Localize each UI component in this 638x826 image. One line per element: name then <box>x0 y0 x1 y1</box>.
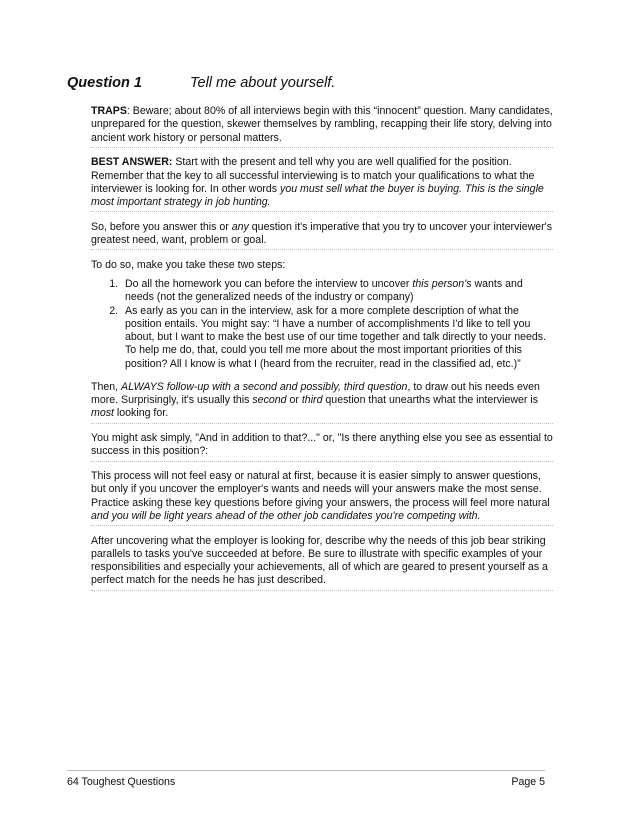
step2-text: As early as you can in the interview, ask for a more complete description of what the position entails. You might say: “I have a number of accomplishments I'd like to tell you about, but I want to make the best use of our time together and talk directly to your needs. To help me do, that, could you tell me more about the most important priorities of this position? All I know is what I (heard from the recruiter, read in the classified ad, etc.)” <box>125 304 547 370</box>
then-middle3: question that unearths what the interviewer is <box>322 394 538 406</box>
any-question-paragraph <box>91 221 553 251</box>
then-emphasis-always: ALWAYS follow-up with a second and possibly, third question <box>121 380 408 393</box>
process-text: This process will not feel easy or natural at first, because it is easier simply to answer questions, but only if you uncover the employer's wants and needs will your answers make the most sense. Practice asking these key questions before giving your answers, the process will feel more natural <box>91 470 550 509</box>
footer-page-number: Page 5 <box>511 776 545 788</box>
list-item <box>121 278 553 305</box>
then-emphasis-second: second <box>252 394 287 406</box>
then-before: Then, <box>91 380 122 393</box>
traps-paragraph <box>91 105 553 148</box>
answer-body <box>91 105 553 599</box>
then-middle2: or <box>286 394 302 406</box>
best-answer-emphasis: you must sell what the buyer is buying. This is the single most important strategy in job hunting. <box>91 182 544 208</box>
any-emphasis: any <box>231 220 249 233</box>
question-heading <box>67 75 336 91</box>
after-uncovering-paragraph: After uncovering what the employer is looking for, describe why the needs of this job bear striking parallels to tasks you've succeeded at before. Be sure to illustrate with specific examples of your responsibilities and especially your achievements, all of which are geared to present yourself as a perfect match for the needs he has just described. <box>91 535 553 591</box>
any-before: So, before you answer this or <box>91 220 232 233</box>
step1-emphasis: this person's <box>412 278 472 290</box>
ask-simply-paragraph: You might ask simply, "And in addition to that?..." or, "Is there anything else you see as essential to success in this position?: <box>91 432 553 462</box>
process-emphasis: and you will be light years ahead of the other job candidates you're competing with. <box>91 509 481 522</box>
best-answer-label: BEST ANSWER: <box>91 156 173 169</box>
then-middle1: , to draw out his needs even more. Surprisingly, it's usually this <box>91 380 540 406</box>
traps-text: : Beware; about 80% of all interviews begin with this “innocent” question. Many candidates, unprepared for the question, skewer themselves by rambling, recapping their life story, delving into ancient work history or personal matters. <box>91 105 553 144</box>
process-paragraph <box>91 470 553 526</box>
best-answer-paragraph <box>91 156 553 212</box>
footer-document-title: 64 Toughest Questions <box>67 776 176 788</box>
then-emphasis-third: third <box>301 394 323 406</box>
then-emphasis-most: most <box>91 407 114 420</box>
steps-intro-paragraph: To do so, make you take these two steps: <box>91 258 286 271</box>
any-after: question it's imperative that you try to uncover your interviewer's greatest need, want, problem or goal. <box>91 220 553 246</box>
list-item <box>121 305 553 371</box>
step1-before: Do all the homework you can before the interview to uncover <box>125 278 413 290</box>
question-title: Tell me about yourself. <box>190 75 336 91</box>
steps-list <box>91 278 553 371</box>
follow-up-paragraph <box>91 381 553 424</box>
traps-label: TRAPS <box>91 105 127 117</box>
best-answer-text: Start with the present and tell why you are well qualified for the position. Remember that the key to all successful interviewing is to match your qualifications to what the interviewer is looking for. In other words <box>91 156 535 195</box>
step1-after: wants and needs (not the generalized needs of the industry or company) <box>125 278 523 304</box>
then-after: looking for. <box>113 407 169 420</box>
page-footer <box>67 770 545 788</box>
question-label: Question 1 <box>67 75 142 91</box>
